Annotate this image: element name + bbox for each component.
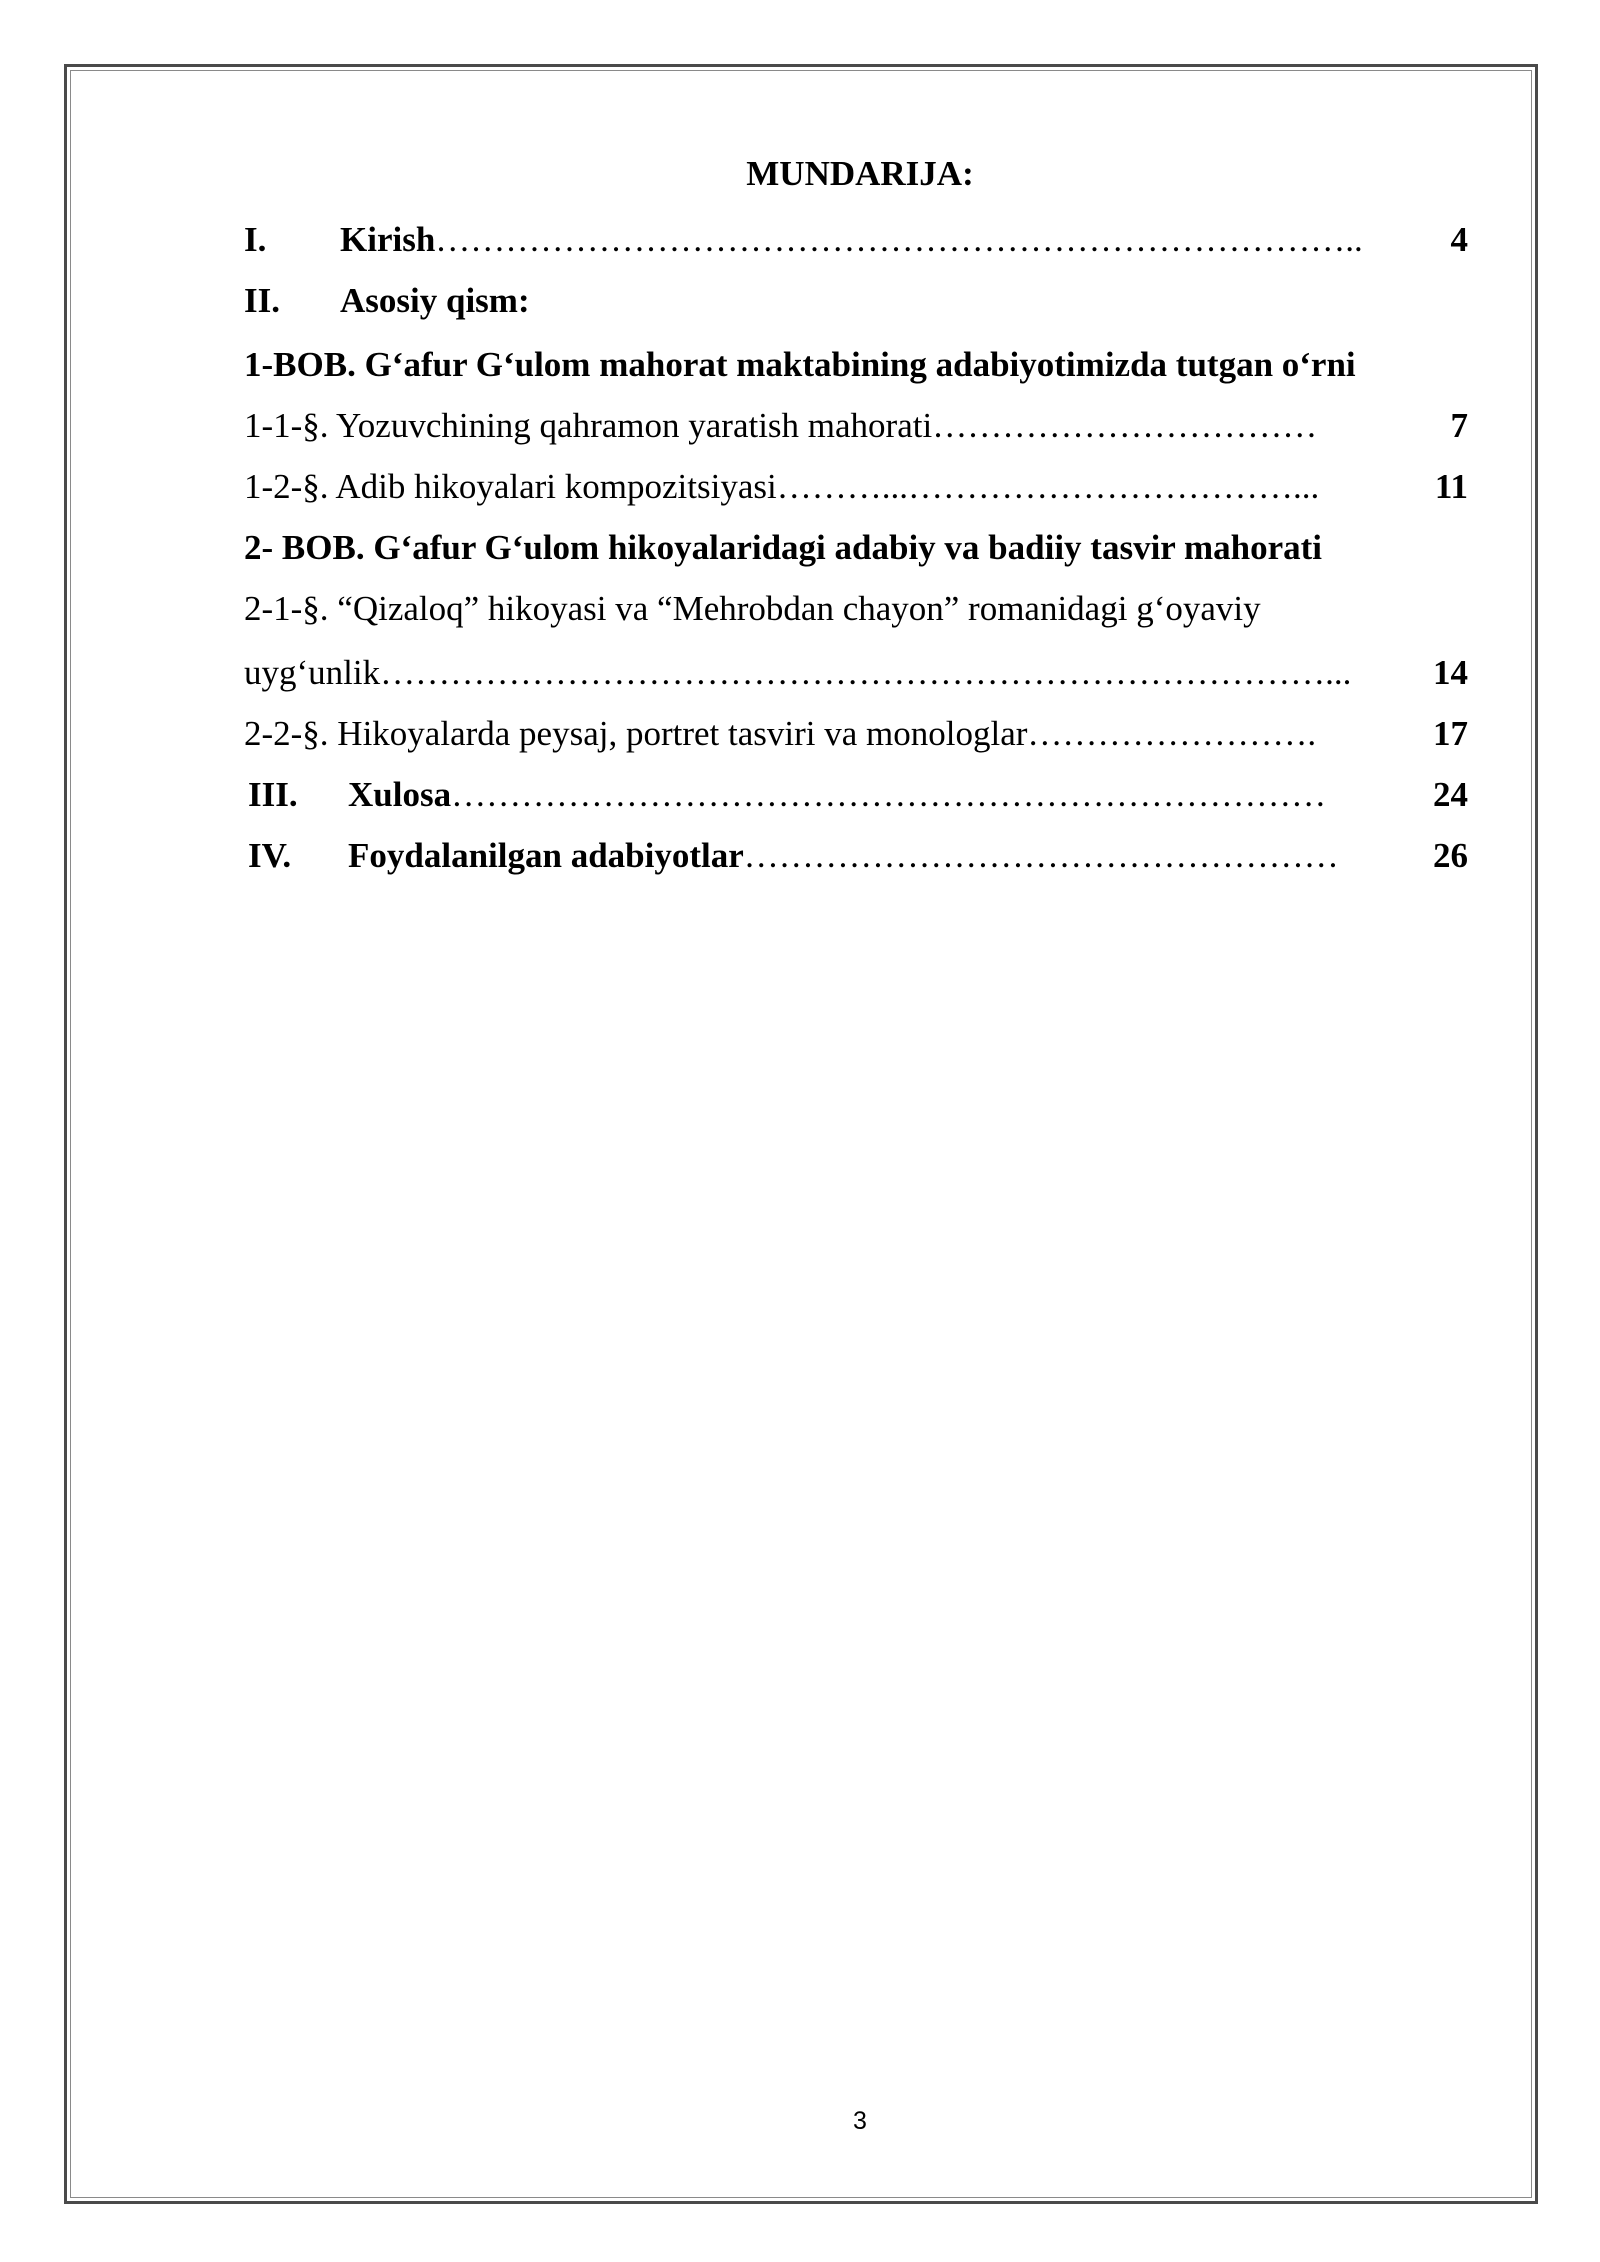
toc-entry-number: II.: [244, 281, 280, 320]
toc-entry-page: 11: [1434, 467, 1468, 506]
toc-entry-page: 7: [1450, 406, 1468, 445]
toc-leader-dots: …………………………………………………………………: [451, 775, 1327, 814]
toc-entry-1-2: [244, 466, 1468, 508]
toc-entry-1-1: [244, 405, 1468, 447]
toc-entry-label: Kirish: [340, 220, 436, 259]
toc-leader-dots: ……………………………: [932, 406, 1318, 445]
toc-title: MUNDARIJA:: [746, 154, 974, 193]
toc-entry-page: 4: [1450, 220, 1468, 259]
toc-leader-dots: ………………………………………………………………………...: [380, 653, 1352, 692]
toc-entry-kirish: [244, 219, 1468, 261]
toc-entry-label: Xulosa: [348, 775, 452, 814]
toc-entry-xulosa: [248, 774, 1468, 816]
page-number: 3: [853, 2107, 867, 2135]
toc-entry-adabiyotlar: [248, 835, 1468, 877]
toc-entry-2-1-line2: [244, 652, 1468, 694]
page-border-inner: [70, 70, 1532, 2198]
toc-entry-number: III.: [248, 775, 298, 814]
toc-chapter-2-heading: 2- BOB. G‘afur G‘ulom hikoyalaridagi adabiy va badiiy tasvir mahorati: [244, 528, 1322, 567]
toc-chapter-1-heading: 1-BOB. G‘afur G‘ulom mahorat maktabining adabiyotimizda tutgan o‘rni: [244, 345, 1356, 384]
toc-entry-asosiy-qism: [244, 280, 1468, 322]
toc-leader-dots: ……………………………………………………………………..: [435, 220, 1363, 259]
toc-entry-label: 1-1-§. Yozuvchining qahramon yaratish mahorati: [244, 406, 933, 445]
toc-entry-number: IV.: [248, 836, 292, 875]
toc-entry-page: 26: [1433, 836, 1468, 875]
toc-entry-label: Foydalanilgan adabiyotlar: [348, 836, 744, 875]
toc-leader-dots: ………...……………………………...: [776, 467, 1320, 506]
toc-entry-page: 24: [1433, 775, 1468, 814]
toc-entry-number: I.: [244, 220, 267, 259]
toc-entry-label: uyg‘unlik: [244, 653, 381, 692]
toc-leader-dots: ……………………………………………: [743, 836, 1339, 875]
toc-entry-page: 17: [1433, 714, 1468, 753]
toc-entry-2-1-line1: 2-1-§. “Qizaloq” hikoyasi va “Mehrobdan chayon” romanidagi g‘oyaviy: [244, 589, 1261, 628]
toc-entry-page: 14: [1433, 653, 1468, 692]
toc-entry-label: 1-2-§. Adib hikoyalari kompozitsiyasi: [244, 467, 777, 506]
toc-entry-2-2: [244, 713, 1468, 755]
toc-leader-dots: …………………….: [1027, 714, 1317, 753]
toc-entry-label: 2-2-§. Hikoyalarda peysaj, portret tasviri va monologlar: [244, 714, 1028, 753]
toc-entry-label: Asosiy qism:: [340, 281, 530, 320]
